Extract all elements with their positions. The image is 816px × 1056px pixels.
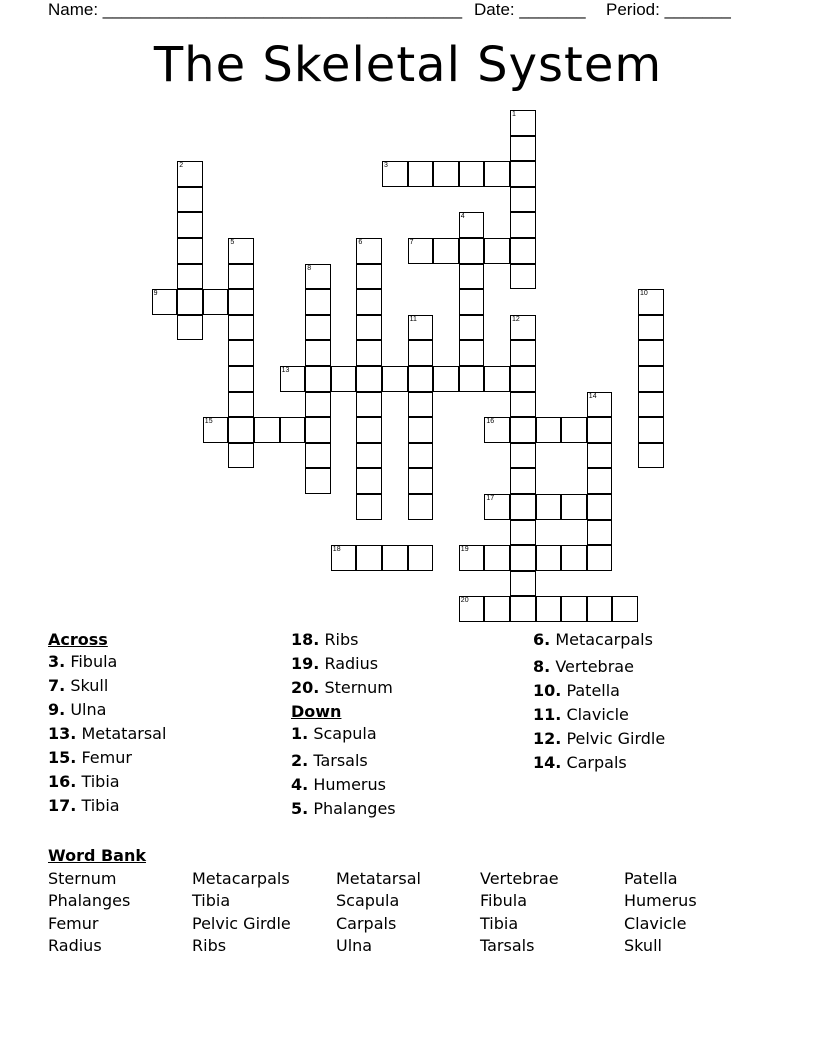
clue-down-item: 14. Carpals [533,753,627,772]
crossword-cell[interactable] [228,238,254,264]
crossword-cell[interactable] [177,161,203,187]
crossword-cell[interactable] [459,289,485,315]
crossword-cell[interactable] [305,264,331,290]
clue-across-item: 20. Sternum [291,678,393,697]
across-heading: Across [48,630,108,649]
crossword-cell[interactable] [203,417,229,443]
clue-number: 1 [512,111,516,118]
crossword-cell[interactable] [280,417,306,443]
crossword-cell[interactable] [305,468,331,494]
clue-down-item: 12. Pelvic Girdle [533,729,666,748]
crossword-cell[interactable] [561,494,587,520]
word-bank-word: Carpals [336,914,397,933]
crossword-cell[interactable] [408,340,434,366]
clue-across-item: 19. Radius [291,654,379,673]
down-heading: Down [291,702,342,721]
clue-down-item: 1. Scapula [291,724,377,743]
crossword-cell[interactable] [356,340,382,366]
crossword-cell[interactable] [510,340,536,366]
crossword-cell[interactable] [484,417,510,443]
crossword-cell[interactable] [536,596,562,622]
crossword-cell[interactable] [356,443,382,469]
date-field[interactable]: Date: _______ [474,0,586,19]
crossword-cell[interactable] [228,315,254,341]
crossword-cell[interactable] [536,494,562,520]
crossword-cell[interactable] [510,596,536,622]
crossword-cell[interactable] [510,468,536,494]
crossword-cell[interactable] [408,238,434,264]
clue-across-item: 17. Tibia [48,796,120,815]
crossword-cell[interactable] [254,417,280,443]
crossword-cell[interactable] [510,571,536,597]
crossword-cell[interactable] [510,110,536,136]
crossword-cell[interactable] [536,545,562,571]
crossword-cell[interactable] [228,392,254,418]
crossword-cell[interactable] [638,366,664,392]
crossword-cell[interactable] [382,161,408,187]
crossword-cell[interactable] [382,545,408,571]
clue-number: 4 [460,213,465,221]
clue-down-item: 8. Vertebrae [533,657,634,676]
crossword-cell[interactable] [510,264,536,290]
crossword-cell[interactable] [408,468,434,494]
clue-number: 16 [486,418,495,426]
crossword-cell[interactable] [177,212,203,238]
crossword-cell[interactable] [638,392,664,418]
crossword-cell[interactable] [510,443,536,469]
word-bank-word: Scapula [336,891,400,910]
clue-down-item: 6. Metacarpals [533,630,653,649]
clue-number: 3 [384,162,388,170]
crossword-cell[interactable] [408,417,434,443]
crossword-cell[interactable] [228,443,254,469]
crossword-cell[interactable] [587,596,613,622]
clue-number: 15 [204,418,213,426]
clue-down-item: 4. Humerus [291,775,386,794]
crossword-cell[interactable] [356,264,382,290]
crossword-cell[interactable] [356,289,382,315]
word-bank-word: Humerus [624,891,697,910]
word-bank-word: Phalanges [48,891,131,910]
crossword-cell[interactable] [638,315,664,341]
crossword-cell[interactable] [459,161,485,187]
crossword-cell[interactable] [408,545,434,571]
crossword-cell[interactable] [510,212,536,238]
crossword-cell[interactable] [408,494,434,520]
crossword-cell[interactable] [177,264,203,290]
crossword-cell[interactable] [510,417,536,443]
clue-number: 18 [332,546,341,554]
crossword-cell[interactable] [228,417,254,443]
crossword-cell[interactable] [638,443,664,469]
word-bank-heading: Word Bank [48,846,147,865]
crossword-cell[interactable] [510,520,536,546]
crossword-cell[interactable] [408,392,434,418]
crossword-cell[interactable] [433,238,459,264]
crossword-cell[interactable] [356,494,382,520]
crossword-cell[interactable] [561,417,587,443]
crossword-cell[interactable] [408,315,434,341]
crossword-cell[interactable] [228,366,254,392]
clue-number: 10 [640,290,648,298]
crossword-cell[interactable] [305,392,331,418]
name-field[interactable]: Name: ______________________________________ [48,0,463,19]
clue-across-item: 18. Ribs [291,630,359,649]
clue-number: 20 [460,597,469,605]
word-bank-word: Metacarpals [192,869,290,888]
crossword-cell[interactable] [356,366,382,392]
crossword-cell[interactable] [459,212,485,238]
clue-across-item: 3. Fibula [48,652,118,671]
crossword-cell[interactable] [510,136,536,162]
crossword-cell[interactable] [177,315,203,341]
clue-number: 9 [153,290,158,298]
crossword-cell[interactable] [484,596,510,622]
word-bank-word: Ribs [192,936,227,955]
crossword-cell[interactable] [305,417,331,443]
word-bank-word: Tibia [192,891,231,910]
word-bank-word: Patella [624,869,678,888]
crossword-cell[interactable] [228,340,254,366]
crossword-cell[interactable] [408,366,434,392]
crossword-cell[interactable] [638,417,664,443]
crossword-cell[interactable] [331,545,357,571]
crossword-cell[interactable] [484,494,510,520]
word-bank-word: Tibia [480,914,519,933]
crossword-cell[interactable] [305,315,331,341]
crossword-cell[interactable] [305,366,331,392]
crossword-cell[interactable] [510,161,536,187]
word-bank-word: Radius [48,936,102,955]
crossword-cell[interactable] [305,289,331,315]
crossword-cell[interactable] [484,238,510,264]
word-bank-word: Tarsals [480,936,535,955]
clue-down-item: 2. Tarsals [291,751,368,770]
clue-number: 6 [358,239,363,246]
crossword-cell[interactable] [177,289,203,315]
clue-across-item: 15. Femur [48,748,132,767]
clue-number: 13 [281,367,290,374]
word-bank-word: Pelvic Girdle [192,914,291,933]
crossword-cell[interactable] [459,340,485,366]
clue-number: 12 [512,315,520,323]
crossword-cell[interactable] [408,161,434,187]
crossword-cell[interactable] [536,417,562,443]
word-bank-word: Skull [624,936,662,955]
crossword-cell[interactable] [459,315,485,341]
crossword-cell[interactable] [587,494,613,520]
crossword-cell[interactable] [561,596,587,622]
clue-number: 5 [230,239,235,246]
crossword-cell[interactable] [433,161,459,187]
crossword-cell[interactable] [510,366,536,392]
crossword-cell[interactable] [459,545,485,571]
word-bank-word: Femur [48,914,99,933]
crossword-cell[interactable] [587,392,613,418]
clue-number: 19 [460,546,469,554]
crossword-cell[interactable] [561,545,587,571]
clue-number: 17 [486,495,495,502]
crossword-cell[interactable] [331,366,357,392]
clue-number: 11 [409,315,417,323]
crossword-cell[interactable] [484,545,510,571]
crossword-cell[interactable] [356,417,382,443]
word-bank-word: Metatarsal [336,869,421,888]
crossword-cell[interactable] [459,238,485,264]
crossword-cell[interactable] [638,340,664,366]
crossword-cell[interactable] [305,443,331,469]
crossword-cell[interactable] [587,468,613,494]
crossword-cell[interactable] [382,366,408,392]
crossword-cell[interactable] [510,494,536,520]
crossword-cell[interactable] [152,289,178,315]
crossword-cell[interactable] [510,315,536,341]
crossword-cell[interactable] [587,417,613,443]
crossword-cell[interactable] [305,340,331,366]
clue-across-item: 13. Metatarsal [48,724,167,743]
period-field[interactable]: Period: _______ [606,0,731,19]
clue-number: 14 [588,392,597,400]
crossword-cell[interactable] [484,161,510,187]
crossword-cell[interactable] [459,264,485,290]
crossword-cell[interactable] [638,289,664,315]
crossword-cell[interactable] [356,392,382,418]
crossword-cell[interactable] [356,468,382,494]
word-bank-word: Sternum [48,869,117,888]
clue-across-item: 9. Ulna [48,700,107,719]
clue-down-item: 5. Phalanges [291,799,396,818]
clue-number: 8 [307,264,312,272]
clue-number: 7 [409,239,414,246]
crossword-cell[interactable] [228,289,254,315]
page-title: The Skeletal System [153,37,663,93]
crossword-cell[interactable] [356,545,382,571]
crossword-cell[interactable] [203,289,229,315]
crossword-cell[interactable] [177,187,203,213]
clue-down-item: 11. Clavicle [533,705,629,724]
crossword-cell[interactable] [510,392,536,418]
clue-number: 2 [179,162,184,170]
crossword-cell[interactable] [587,545,613,571]
crossword-cell[interactable] [510,238,536,264]
word-bank-word: Vertebrae [480,869,559,888]
crossword-cell[interactable] [510,187,536,213]
crossword-cell[interactable] [356,238,382,264]
word-bank-word: Clavicle [624,914,687,933]
clue-across-item: 16. Tibia [48,772,120,791]
crossword-cell[interactable] [408,443,434,469]
crossword-cell[interactable] [177,238,203,264]
crossword-cell[interactable] [356,315,382,341]
word-bank-word: Ulna [336,936,373,955]
crossword-cell[interactable] [587,520,613,546]
clue-down-item: 10. Patella [533,681,620,700]
crossword-cell[interactable] [484,366,510,392]
crossword-cell[interactable] [587,443,613,469]
clue-across-item: 7. Skull [48,676,109,695]
crossword-cell[interactable] [433,366,459,392]
word-bank-word: Fibula [480,891,528,910]
crossword-cell[interactable] [459,366,485,392]
crossword-cell[interactable] [612,596,638,622]
crossword-cell[interactable] [280,366,306,392]
crossword-cell[interactable] [228,264,254,290]
crossword-cell[interactable] [459,596,485,622]
crossword-cell[interactable] [510,545,536,571]
